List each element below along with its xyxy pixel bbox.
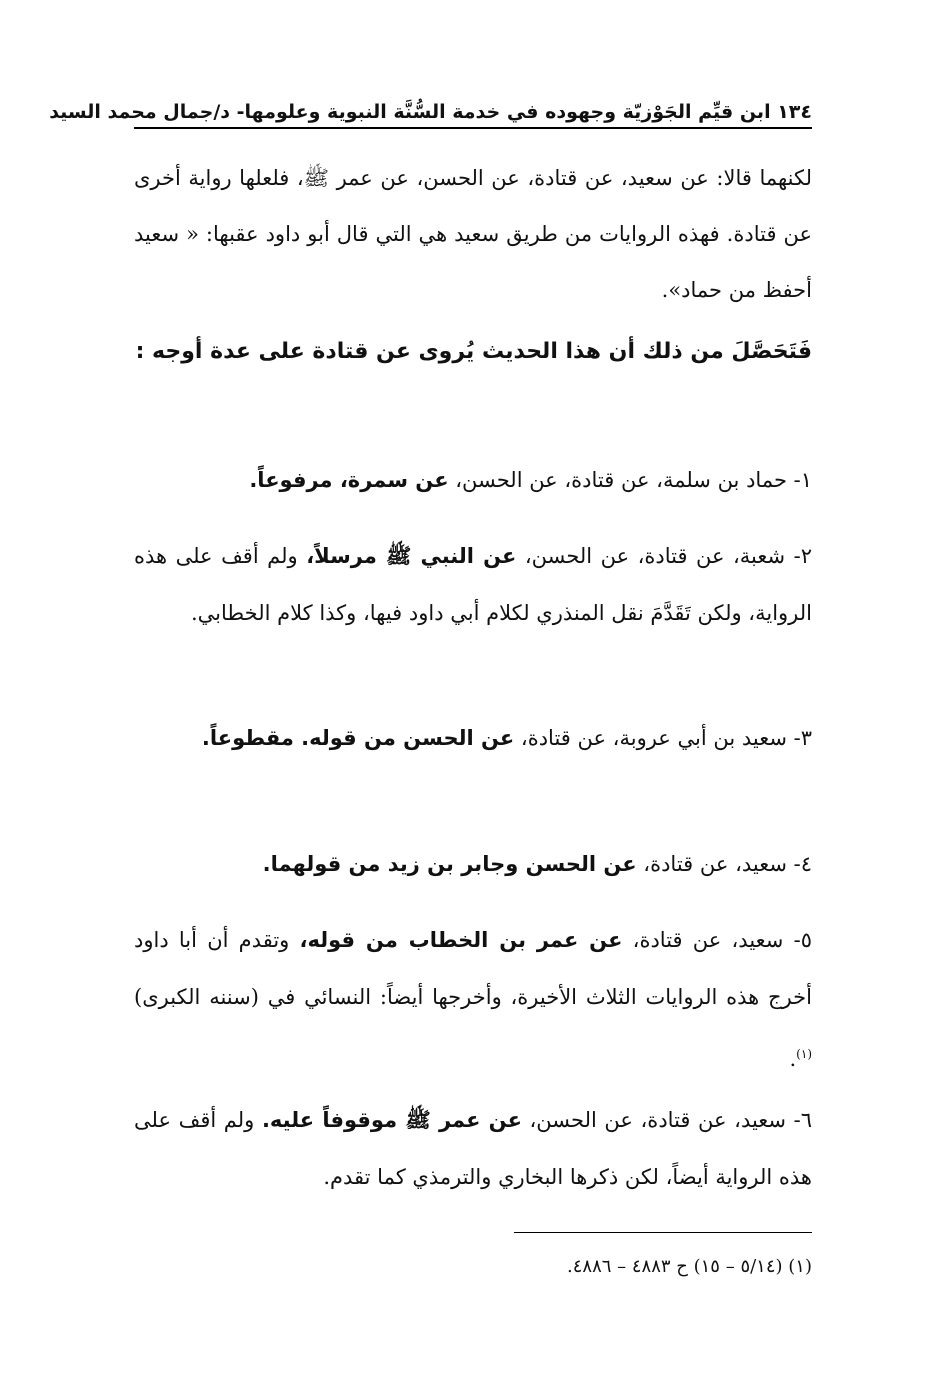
item-1-plain: ١- حماد بن سلمة، عن قتادة، عن الحسن، — [448, 468, 812, 492]
item-2-bold: عن النبي ﷺ مرسلاً، — [306, 544, 517, 568]
item-6-plain: ٦- سعيد، عن قتادة، عن الحسن، — [521, 1108, 813, 1132]
item-3-plain: ٣- سعيد بن أبي عروبة، عن قتادة، — [514, 726, 812, 750]
footnote: (١) (٥/١٤ – ١٥) ح ٤٨٨٣ – ٤٨٨٦. — [567, 1256, 812, 1277]
running-header: ١٣٤ ابن قيِّم الجَوْزيّة وجهوده في خدمة السُّنَّة النبوية وعلومها- د/جمال محمد السيد — [49, 101, 812, 123]
header-rule — [134, 127, 812, 129]
intro-paragraph: لكنهما قالا: عن سعيد، عن قتادة، عن الحسن، عن عمر ﷺ، فلعلها رواية أخرى عن قتادة. فهذه الروايات من طريق سعيد هي التي قال أبو داود عقبها: « سعيد أحفظ من حماد». — [134, 166, 812, 302]
item-5-tail: . — [789, 1047, 797, 1071]
list-item-3 — [134, 708, 812, 768]
item-5-bold: عن عمر بن الخطاب من قوله، — [299, 928, 623, 952]
conclusion-paragraph: فَتَحَصَّلَ من ذلك أن هذا الحديث يُروى عن قتادة على عدة أوجه : — [135, 339, 812, 364]
list-item-5 — [134, 912, 812, 1088]
item-5-rest: وتقدم أن أبا داود أخرج هذه الروايات الثلاث الأخيرة، وأخرجها أيضاً: النسائي في (سننه الكبرى) — [134, 928, 812, 1009]
list-item-2 — [134, 528, 812, 642]
list-item-1 — [134, 452, 812, 509]
item-5-plain: ٥- سعيد، عن قتادة، — [622, 928, 812, 952]
item-2-rest: ولم أقف على هذه الرواية، ولكن تَقَدَّمَ نقل المنذري لكلام أبي داود فيها، وكذا كلام الخطابي. — [134, 544, 812, 625]
item-1-bold: عن سمرة، مرفوعاً. — [249, 468, 449, 492]
footnote-marker[interactable]: (١) — [796, 1047, 812, 1061]
item-3-bold: عن الحسن من قوله. مقطوعاً. — [201, 726, 515, 750]
item-2-plain: ٢- شعبة، عن قتادة، عن الحسن، — [516, 544, 812, 568]
list-item-6 — [134, 1092, 812, 1206]
list-item-4 — [134, 836, 812, 893]
item-4-bold: عن الحسن وجابر بن زيد من قولهما. — [262, 852, 637, 876]
item-4-plain: ٤- سعيد، عن قتادة، — [636, 852, 812, 876]
item-6-bold: عن عمر ﷺ موقوفاً عليه. — [261, 1108, 522, 1132]
footnote-rule — [514, 1232, 812, 1233]
item-6-rest: ولم أقف على هذه الرواية أيضاً، لكن ذكرها البخاري والترمذي كما تقدم. — [134, 1108, 812, 1189]
